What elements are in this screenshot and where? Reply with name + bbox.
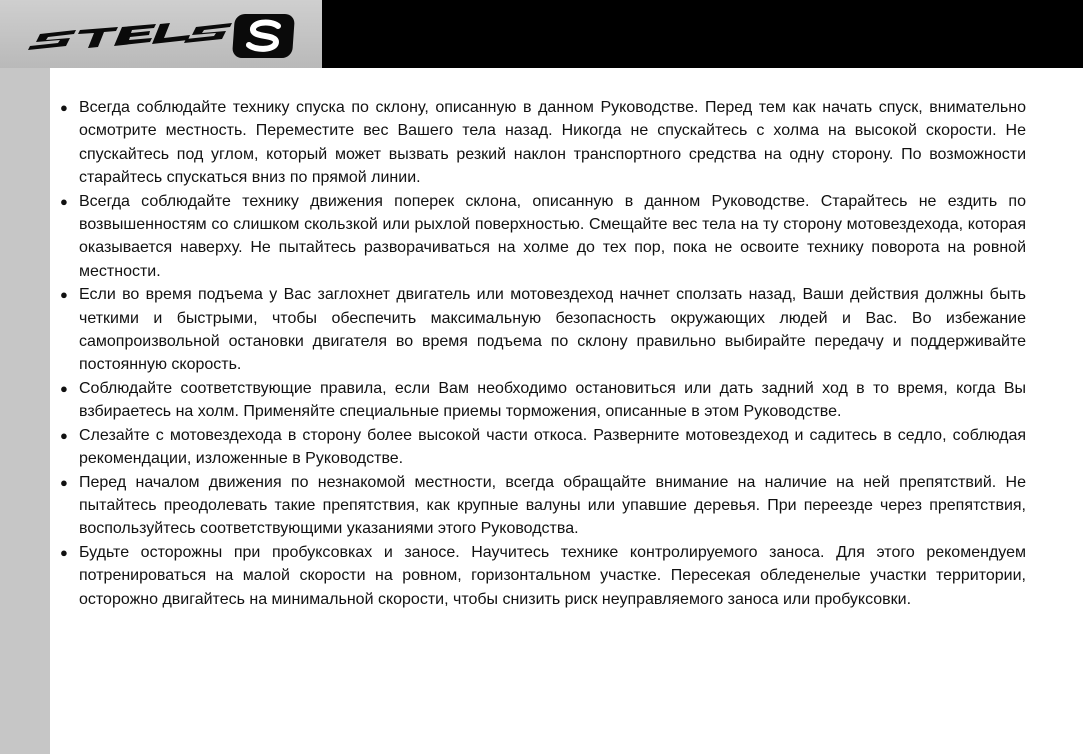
list-item-text: Слезайте с мотовездехода в сторону более высокой части откоса. Разверните мотовездеход и садитесь в седло, соблюдая рекомендации, изложенные в Руководстве. <box>79 426 1026 468</box>
bullet-icon: ● <box>60 474 68 490</box>
bullet-icon: ● <box>60 100 68 115</box>
safety-instructions-list <box>60 96 1026 611</box>
stels-wordmark <box>28 23 232 50</box>
list-item-text: Если во время подъема у Вас заглохнет двигатель или мотовездеход начнет сползать назад, Ваши действия должны быть четкими и быстрыми, чтобы обеспечить максимальную безопасность окружающих людей и Вас. Во избежание самопроизвольной остановки двигателя во время подъема по склону правильно выбирайте передачу и поддерживайте постоянную скорость. <box>79 286 1026 374</box>
bullet-icon: ● <box>60 380 68 396</box>
bullet-icon: ● <box>60 427 68 443</box>
bullet-icon: ● <box>60 287 68 303</box>
content-area <box>50 68 1083 754</box>
list-item <box>60 190 1026 284</box>
stels-logo <box>0 0 322 68</box>
list-item <box>60 471 1026 541</box>
list-item-text: Будьте осторожны при пробуксовках и заносе. Научитесь технике контролируемого заноса. Для этого рекомендуем потренироваться на малой скорости на ровном, горизонтальном участке. Пересекая обледенелые участки территории, осторожно двигайтесь на минимальной скорости, чтобы снизить риск неуправляемого заноса или пробуксовки. <box>79 543 1026 608</box>
list-item <box>60 424 1026 471</box>
list-item <box>60 541 1026 611</box>
bullet-icon: ● <box>60 544 68 560</box>
header-bar <box>0 0 1083 68</box>
bullet-icon: ● <box>60 193 68 209</box>
list-item <box>60 283 1026 377</box>
list-item <box>60 96 1026 190</box>
list-item-text: Соблюдайте соответствующие правила, если Вам необходимо остановиться или дать задний ход в то время, когда Вы взбираетесь на холм. Применяйте специальные приемы торможения, описанные в этом Руководстве. <box>79 379 1026 421</box>
list-item-text: Перед началом движения по незнакомой местности, всегда обращайте внимание на наличие на ней препятствий. Не пытайтесь преодолевать такие препятствия, как крупные валуны или упавшие деревья. При переезде через препятствия, воспользуйтесь соответствующими указаниями этого Руководства. <box>79 473 1026 538</box>
list-item-text: Всегда соблюдайте технику спуска по склону, описанную в данном Руководстве. Перед тем как начать спуск, внимательно осмотрите местность. Переместите вес Вашего тела назад. Никогда не спускайтесь с холма на высокой скорости. Не спускайтесь под углом, который может вызвать резкий наклон транспортного средства на одну сторону. По возможности старайтесь спускаться вниз по прямой линии. <box>79 99 1026 187</box>
logo-area <box>0 0 322 68</box>
stels-s-mark <box>232 14 295 58</box>
list-item-text: Всегда соблюдайте технику движения поперек склона, описанную в данном Руководстве. Старайтесь не ездить по возвышенностям со слишком скользкой или рыхлой поверхностью. Смещайте вес тела на ту сторону мотовездехода, которая оказывается наверху. Не пытайтесь разворачиваться на холме до тех пор, пока не освоите технику поворота на ровной местности. <box>79 192 1026 280</box>
list-item <box>60 377 1026 424</box>
left-margin-strip <box>0 68 50 754</box>
